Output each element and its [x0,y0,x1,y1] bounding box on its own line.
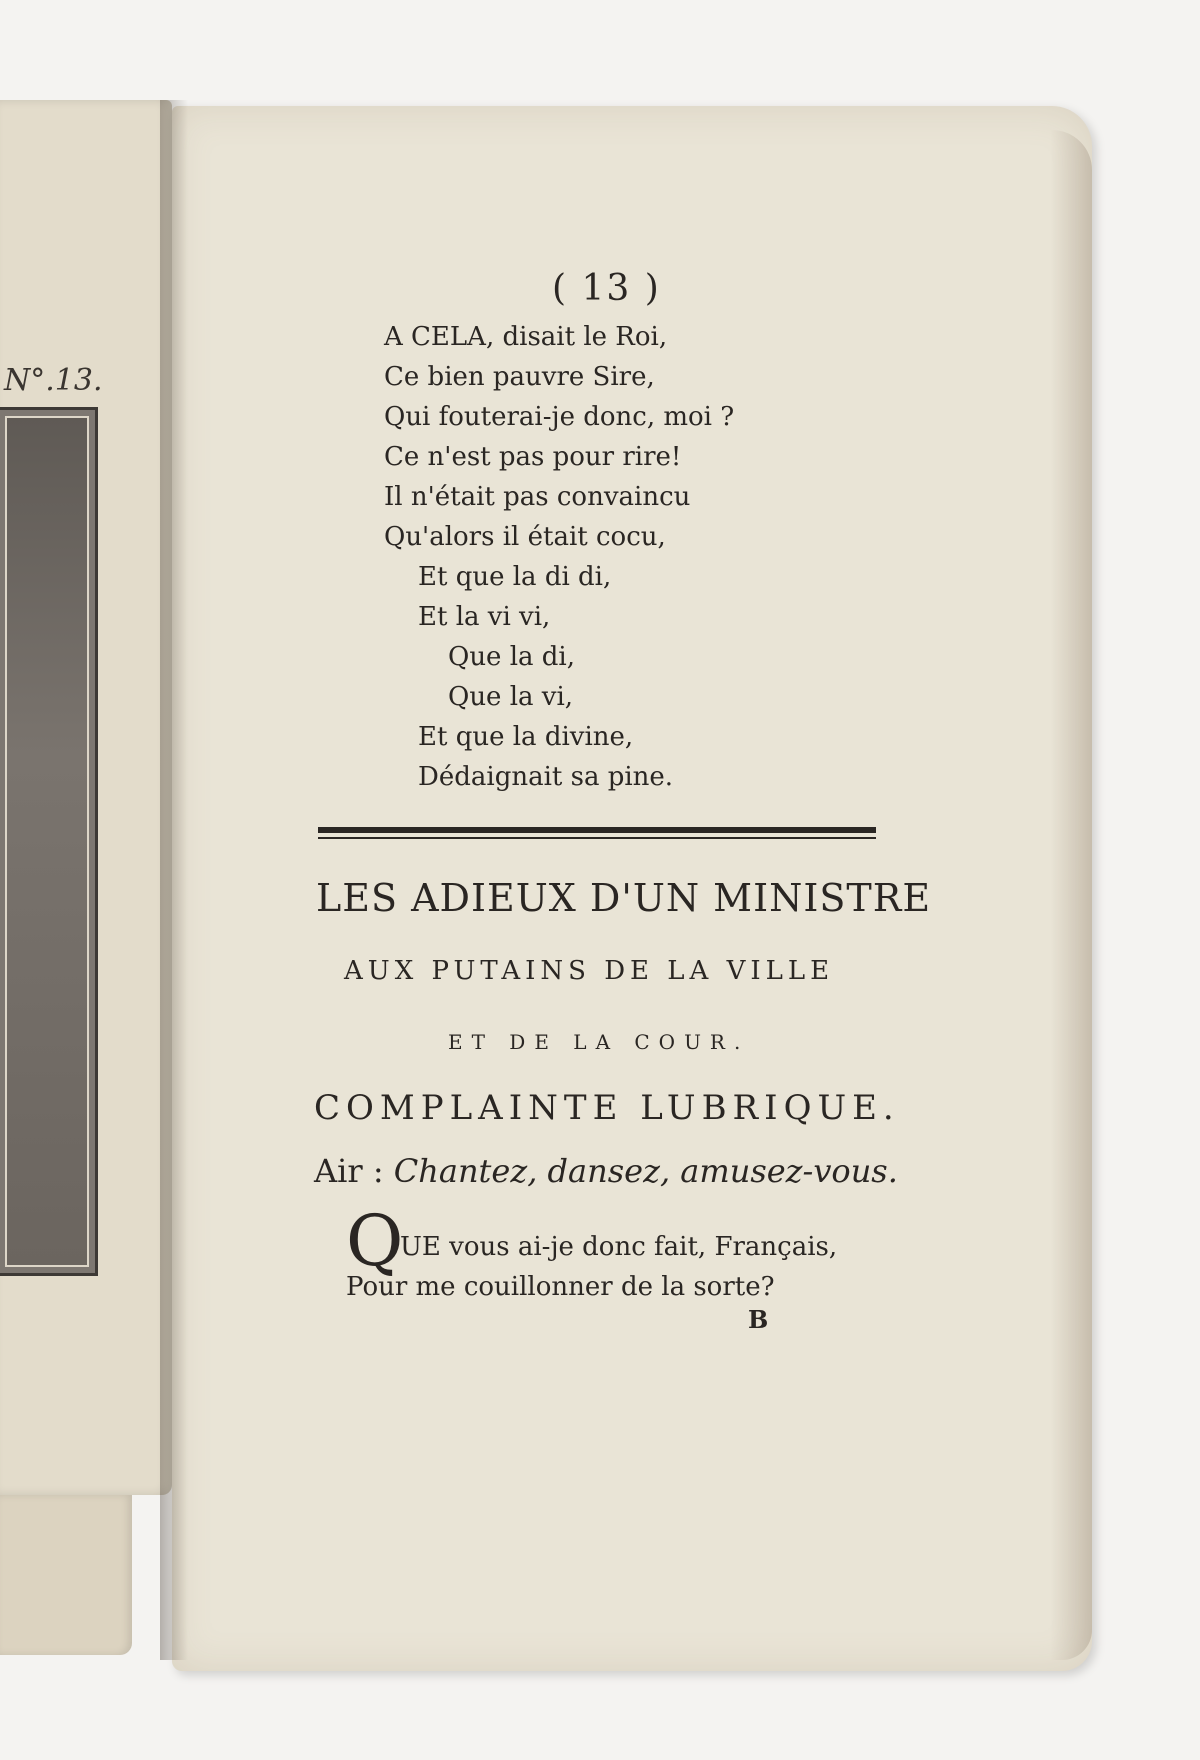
verse-line-7: Et que la di di, [418,562,612,592]
section-rule-thick [318,827,876,833]
drop-cap: Q [346,1200,404,1282]
verse-line-6: Qu'alors il était cocu, [384,522,666,552]
section-rule-thin [318,837,876,839]
verse-line-3: Qui fouterai-je donc, moi ? [384,402,735,432]
song-first-line: UE vous ai-je donc fait, Français, [400,1232,838,1262]
tune-label: Air : [314,1152,384,1190]
left-page [0,100,172,1495]
page-edge-shadow [1050,130,1092,1660]
song-second-line: Pour me couillonner de la sorte? [346,1272,775,1302]
signature-mark: B [748,1305,769,1334]
left-page-lower-leaf [0,1495,132,1655]
verse-line-1: A CELA, disait le Roi, [384,322,668,352]
section-title-line-2: AUX PUTAINS DE LA VILLE [344,956,835,986]
engraved-plate [0,407,98,1276]
tune-indication [314,1152,898,1190]
verse-line-2: Ce bien pauvre Sire, [384,362,655,392]
section-title-line-3: ET DE LA COUR. [448,1030,750,1054]
page-number: ( 13 ) [552,268,661,309]
verse-line-9: Que la di, [448,642,576,672]
verse-line-10: Que la vi, [448,682,574,712]
section-title-line-1: LES ADIEUX D'UN MINISTRE [316,876,932,920]
verse-line-5: Il n'était pas convaincu [384,482,691,512]
verse-line-8: Et la vi vi, [418,602,551,632]
verse-line-4: Ce n'est pas pour rire! [384,442,682,472]
section-subtitle: COMPLAINTE LUBRIQUE. [314,1088,900,1128]
verse-line-11: Et que la divine, [418,722,634,752]
verse-line-12: Dédaignait sa pine. [418,762,674,792]
book-gutter [160,100,188,1660]
tune-name: Chantez, dansez, amusez-vous. [393,1152,898,1190]
plate-number: N°.13. [4,363,103,398]
